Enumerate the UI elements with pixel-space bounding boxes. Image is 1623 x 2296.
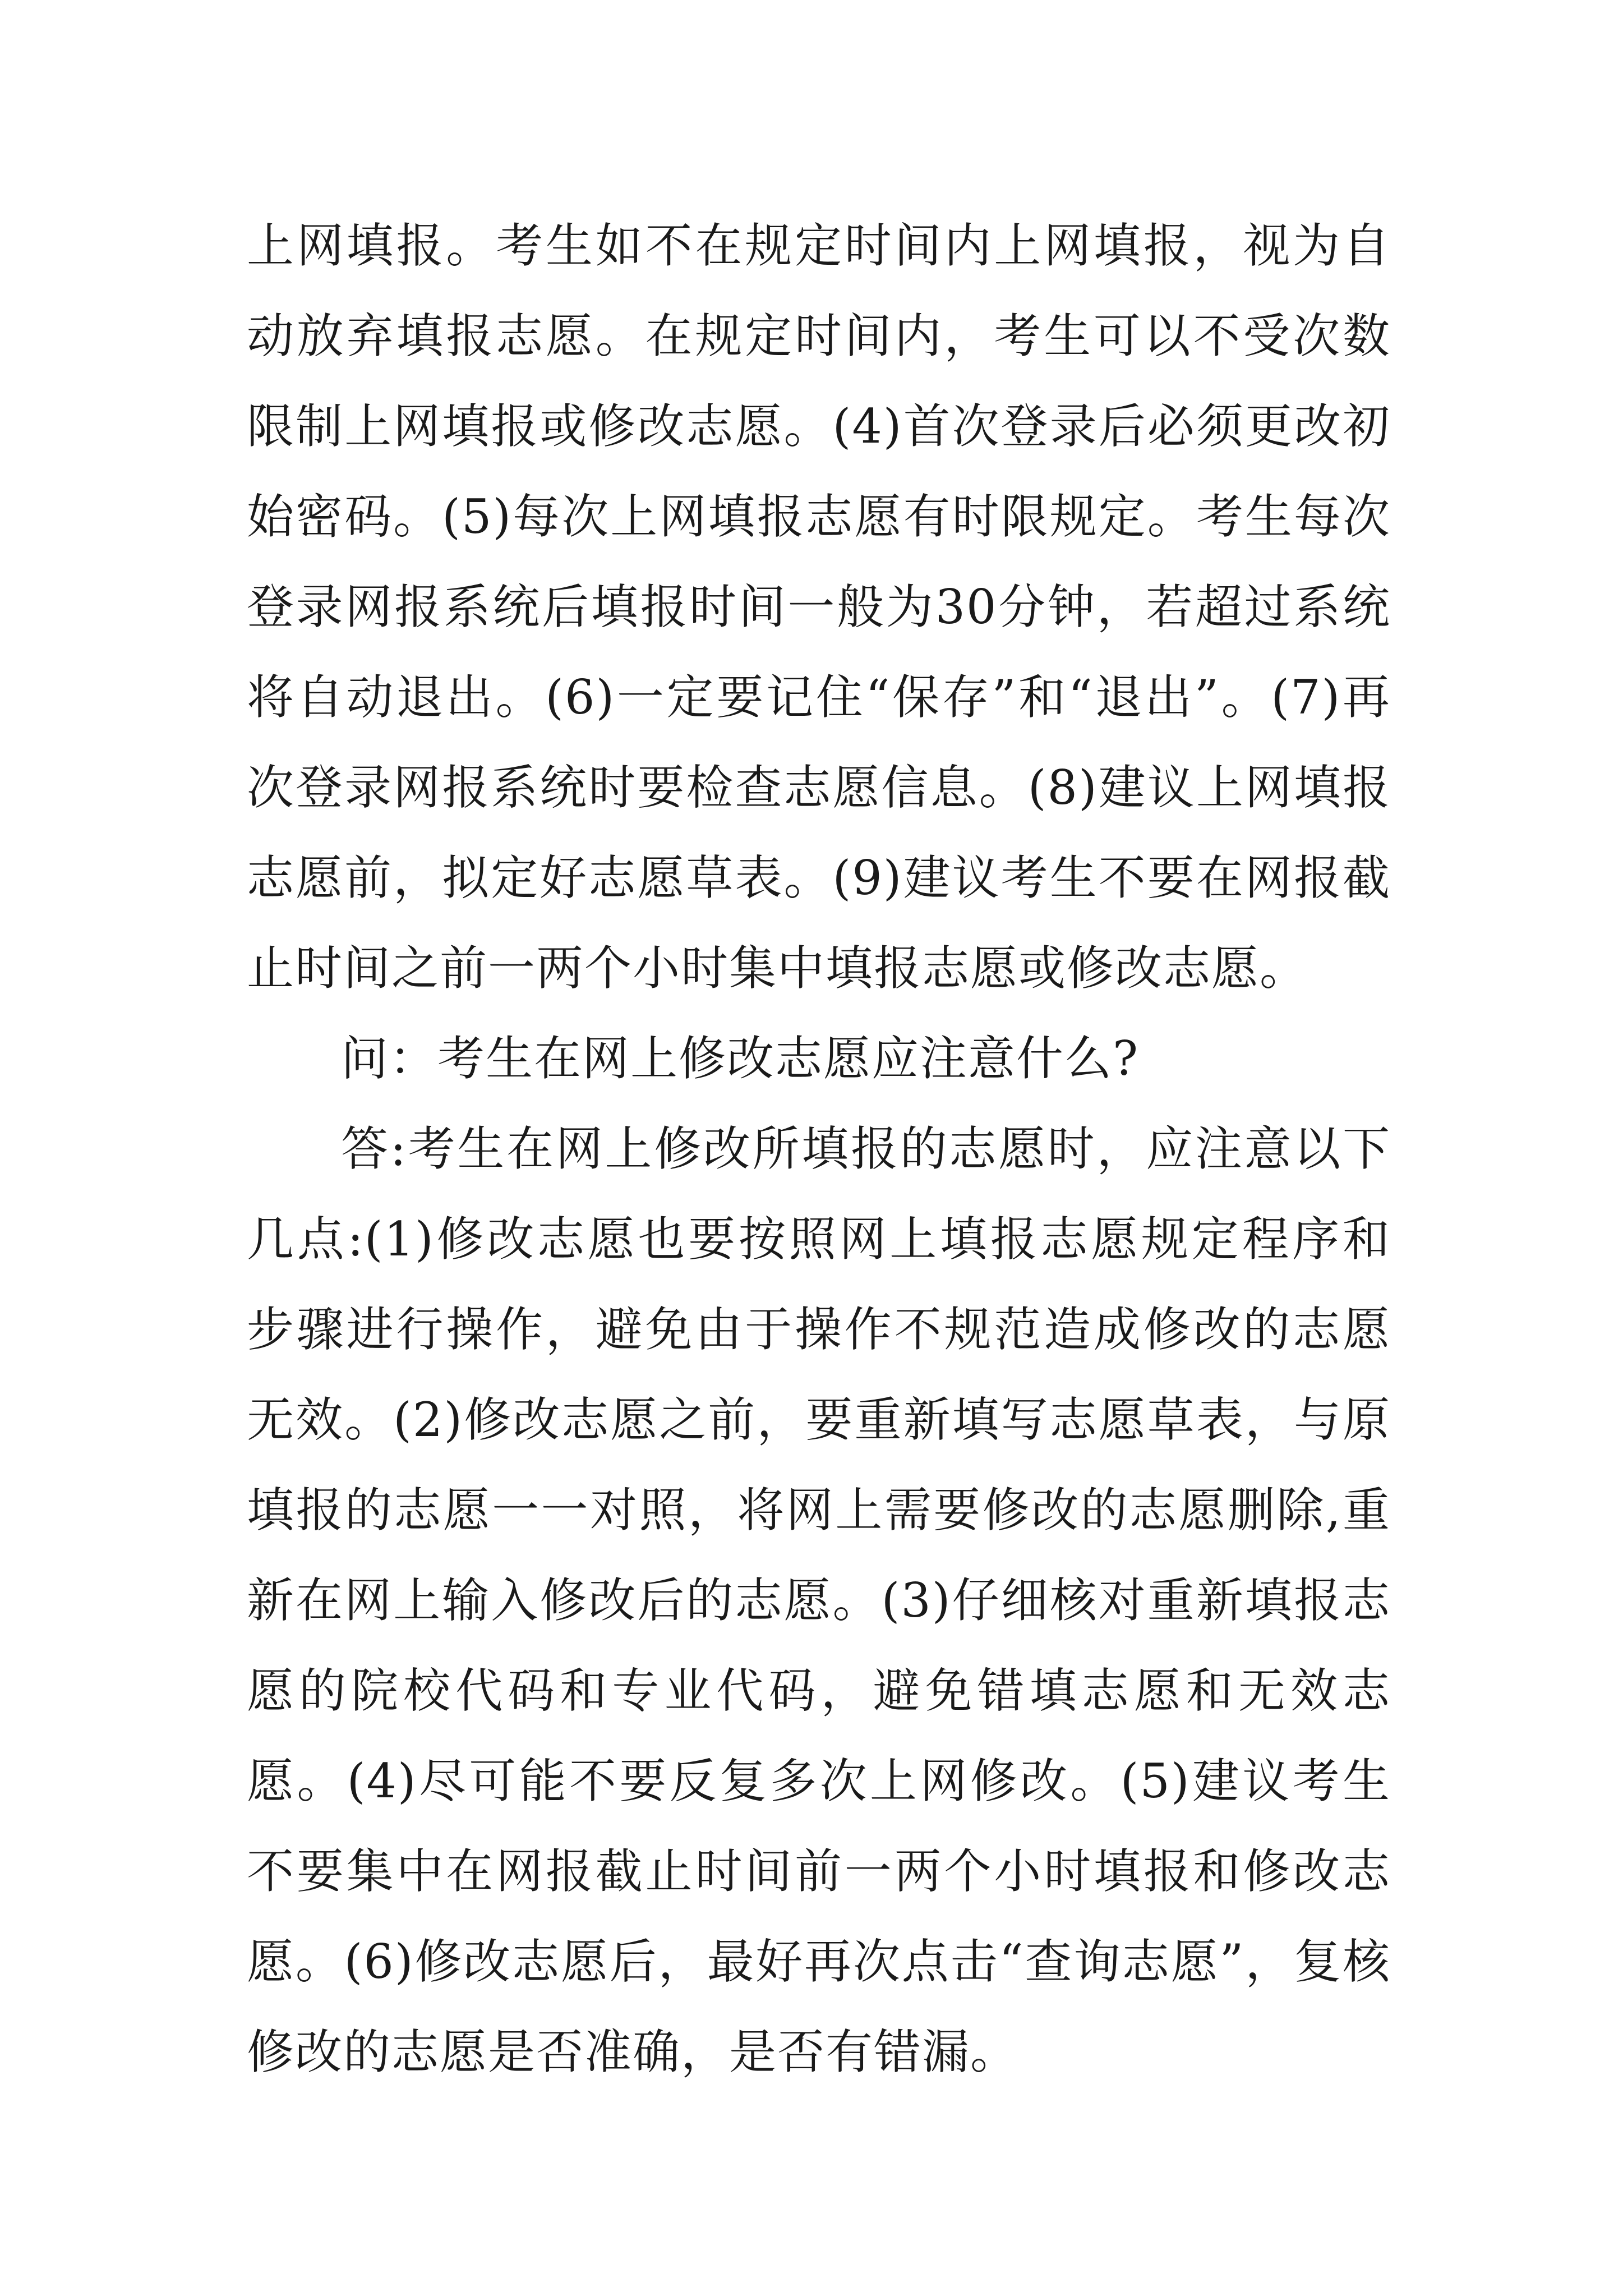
- document-body: [247, 201, 1391, 2097]
- answer-paragraph: 答:考生在网上修改所填报的志愿时，应注意以下几点:(1)修改志愿也要按照网上填报志愿规定程序和步骤进行操作，避免由于操作不规范造成修改的志愿无效。(2)修改志愿之前，要重新填写志愿草表，与原填报的志愿一一对照，将网上需要修改的志愿删除,重新在网上输入修改后的志愿。(3)仔细核对重新填报志愿的院校代码和专业代码，避免错填志愿和无效志愿。(4)尽可能不要反复多次上网修改。(5)建议考生不要集中在网报截止时间前一两个小时填报和修改志愿。(6)修改志愿后，最好再次点击“查询志愿”，复核修改的志愿是否准确，是否有错漏。: [247, 1121, 1391, 2079]
- question-paragraph: 问：考生在网上修改志愿应注意什么?: [341, 1031, 1140, 1086]
- continuation-paragraph: 上网填报。考生如不在规定时间内上网填报，视为自动放弃填报志愿。在规定时间内，考生可以不受次数限制上网填报或修改志愿。(4)首次登录后必须更改初始密码。(5)每次上网填报志愿有时限规定。考生每次登录网报系统后填报时间一般为30分钟，若超过系统将自动退出。(6)一定要记住“保存”和“退出”。(7)再次登录网报系统时要检查志愿信息。(8)建议上网填报志愿前，拟定好志愿草表。(9)建议考生不要在网报截止时间之前一两个小时集中填报志愿或修改志愿。: [247, 218, 1391, 996]
